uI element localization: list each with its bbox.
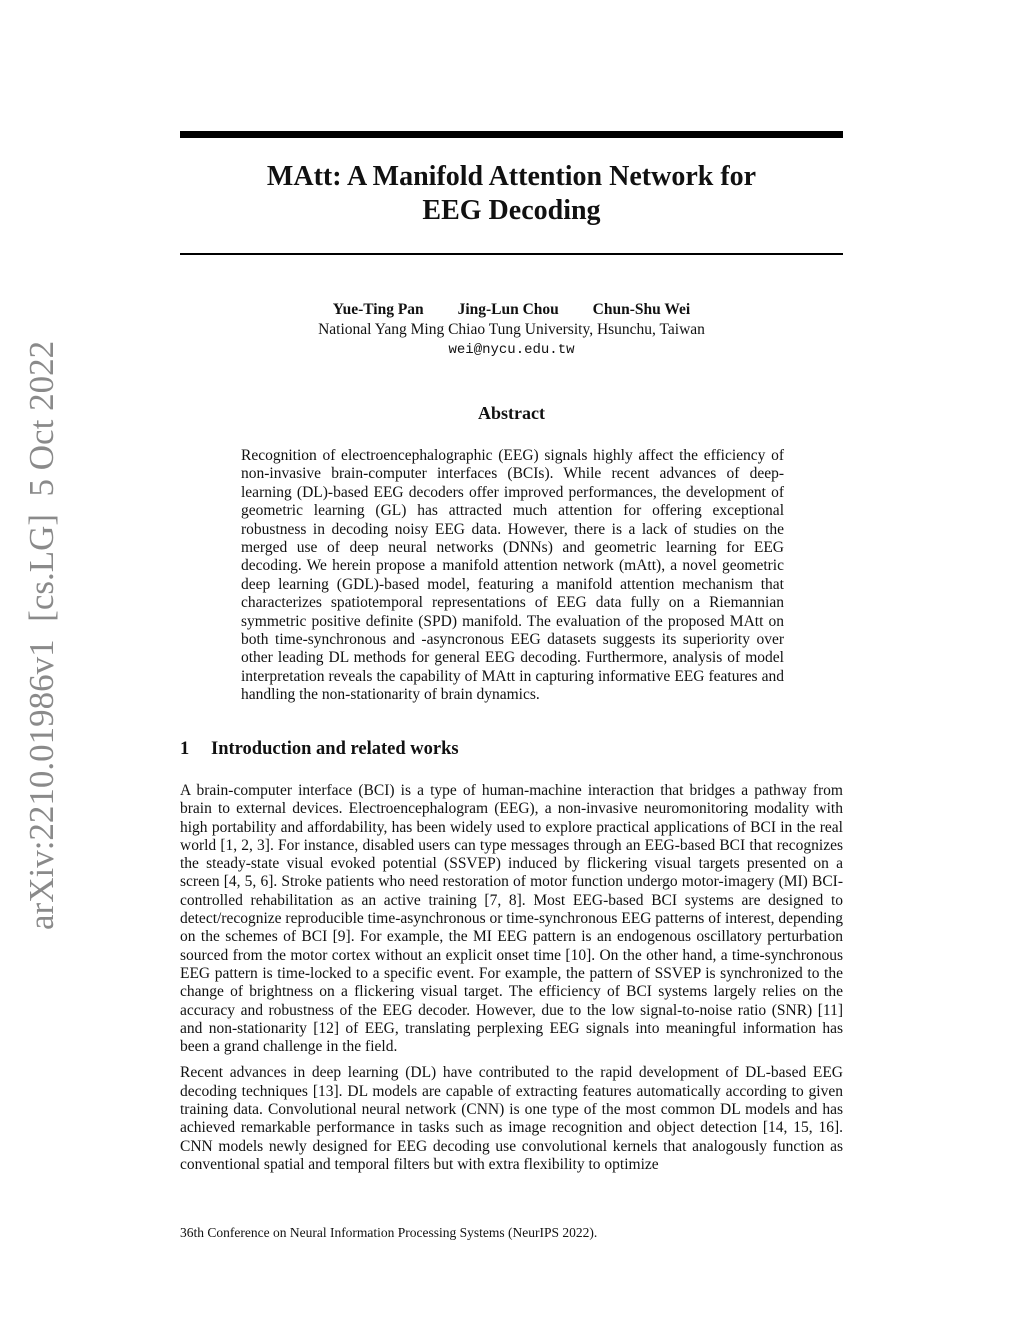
abstract-heading: Abstract [478, 403, 545, 423]
title-line-2: EEG Decoding [422, 195, 601, 226]
title-bottom-rule [180, 253, 843, 255]
title-line-1: MAtt: A Manifold Attention Network for [266, 161, 757, 192]
abstract-text: Recognition of electroencephalographic (EEG) signals highly affect the efficiency of non-invasive brain-computer interfaces (BCIs). While recent advances of deep-learning (DL)-based EEG decoders offer improved performances, the development of geometric learning (GL) has attracted much attention for offering exceptional robustness in decoding noisy EEG data. However, there is a lack of studies on the merged use of deep neural networks (DNNs) and geometric learning for EEG decoding. We herein propose a manifold attention network (mAtt), a novel geometric deep learning (GDL)-based model, featuring a manifold attention mechanism that characterizes spatiotemporal representations of EEG data fully on a Riemannian symmetric positive definite (SPD) manifold. The evaluation of the proposed MAtt on both time-synchronous and -asyncronous EEG datasets suggests its superiority over other leading DL methods for general EEG decoding. Furthermore, analysis of model interpretation reveals the capability of MAtt in capturing informative EEG features and handling the non-stationarity of brain dynamics. [241, 447, 784, 704]
body-paragraph: Recent advances in deep learning (DL) have contributed to the rapid development of DL-based EEG decoding techniques [13]. DL models are capable of extracting features automatically according to given training data. Convolutional neural network (CNN) is one type of the most common DL models and has achieved remarkable performance in tasks such as image recognition and object detection [14, 15, 16]. CNN models newly designed for EEG decoding use convolutional kernels that analogously function as conventional spatial and temporal filters but with extra flexibility to optimize [180, 1064, 843, 1173]
paper-title [180, 160, 843, 228]
section-number: 1 [180, 739, 190, 759]
author-block [180, 300, 843, 360]
author-affiliation: National Yang Ming Chiao Tung University, Hsunchu, Taiwan [318, 321, 705, 338]
author-name: Chun-Shu Wei [592, 301, 691, 318]
arxiv-identifier: arXiv:2210.01986v1 [cs.LG] 5 Oct 2022 [22, 340, 61, 930]
title-top-rule [180, 131, 843, 138]
section-title: Introduction and related works [211, 739, 459, 759]
conference-footnote: 36th Conference on Neural Information Processing Systems (NeurIPS 2022). [180, 1225, 598, 1240]
section-body [180, 782, 843, 1182]
body-paragraph: A brain-computer interface (BCI) is a type of human-machine interaction that bridges a pathway from brain to external devices. Electroencephalogram (EEG), a non-invasive neuromonitoring modality with high portability and affordability, has been widely used to explore practical applications of BCI in the real world [1, 2, 3]. For instance, disabled users can type messages through an EEG-based BCI that recognizes the steady-state visual evoked potential (SSVEP) induced by flickering visual targets presented on a screen [4, 5, 6]. Stroke patients who need restoration of motor function undergo motor-imagery (MI) BCI-controlled rehabilitation as an active training [7, 8]. Most EEG-based BCI systems are designed to detect/recognize reproducible time-asynchronous or time-synchronous EEG patterns of interest, depending on the schemes of BCI [9]. For example, the MI EEG pattern is an endogenous oscillatory perturbation sourced from the motor cortex without an explicit onset time [10]. On the other hand, a time-synchronous EEG pattern is time-locked to a specific event. For example, the pattern of SSVEP is synchronized to the change of brightness on a flickering visual target. The efficiency of BCI systems largely relies on the accuracy and robustness of the EEG decoder. However, due to the low signal-to-noise ratio (SNR) [11] and non-stationarity [12] of EEG, translating perplexing EEG signals into meaningful information has been a grand challenge in the field. [180, 782, 843, 1056]
author-name: Jing-Lun Chou [457, 301, 559, 318]
author-email[interactable]: wei@nycu.edu.tw [448, 342, 575, 358]
author-name: Yue-Ting Pan [332, 301, 424, 318]
author-names [180, 300, 843, 320]
section-heading [180, 739, 459, 760]
